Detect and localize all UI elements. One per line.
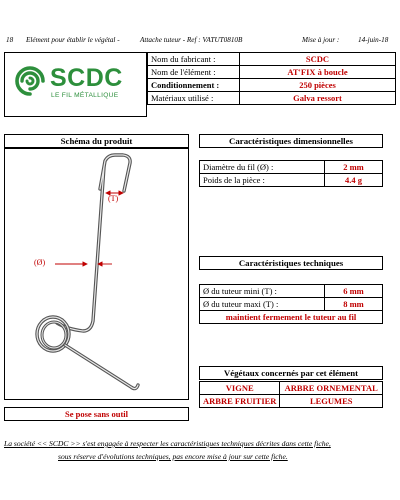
technical-label: Ø du tuteur mini (T) : bbox=[200, 285, 325, 298]
technical-title: Caractéristiques techniques bbox=[199, 256, 383, 270]
info-row bbox=[148, 53, 396, 66]
info-value: SCDC bbox=[240, 53, 396, 66]
technical-row bbox=[200, 298, 383, 311]
vegetal-item: LEGUMES bbox=[280, 395, 383, 408]
dimension-row bbox=[200, 174, 383, 187]
header-line bbox=[4, 36, 396, 47]
dimension-label: Poids de la pièce : bbox=[200, 174, 325, 187]
footer-line-1: La société << SCDC >> s'est engagée à respecter les caractéristiques techniques décrites dans cette fiche, bbox=[4, 439, 331, 448]
footer-line-2: sous réserve d'évolutions techniques, pas encore mise à jour sur cette fiche. bbox=[58, 452, 288, 461]
update-date: 14-juin-18 bbox=[358, 36, 389, 44]
info-value: Galva ressort bbox=[240, 92, 396, 105]
technical-value: 8 mm bbox=[325, 298, 383, 311]
info-value: 250 pièces bbox=[240, 79, 396, 92]
vegetaux-row bbox=[200, 395, 383, 408]
info-label: Matériaux utilisé : bbox=[148, 92, 240, 105]
info-label: Nom de l'élément : bbox=[148, 66, 240, 79]
dimension-row bbox=[200, 161, 383, 174]
logo-box bbox=[4, 52, 147, 117]
logo-tagline: LE FIL MÉTALLIQUE bbox=[51, 92, 119, 99]
pose-note: Se pose sans outil bbox=[64, 409, 129, 419]
section-name: Elément pour établir le végétal - bbox=[26, 36, 120, 44]
info-label: Conditionnement : bbox=[148, 79, 240, 92]
info-row bbox=[148, 92, 396, 105]
schema-title: Schéma du produit bbox=[4, 134, 189, 148]
vegetal-item: VIGNE bbox=[200, 382, 280, 395]
dimensions-table bbox=[199, 160, 383, 187]
label-t: (T) bbox=[108, 194, 119, 203]
dimension-label: Diamètre du fil (Ø) : bbox=[200, 161, 325, 174]
dimension-value: 4.4 g bbox=[325, 174, 383, 187]
vegetaux-table bbox=[199, 381, 383, 408]
footer bbox=[4, 437, 396, 463]
spiral-logo-icon bbox=[13, 64, 47, 98]
product-drawing bbox=[5, 149, 188, 399]
info-value: AT'FIX à boucle bbox=[240, 66, 396, 79]
vegetal-item: ARBRE ORNEMENTAL bbox=[280, 382, 383, 395]
info-table bbox=[147, 52, 396, 105]
info-row bbox=[148, 79, 396, 92]
technical-note-row bbox=[200, 311, 383, 324]
dimension-value: 2 mm bbox=[325, 161, 383, 174]
technical-row bbox=[200, 285, 383, 298]
dimensions-title: Caractéristiques dimensionnelles bbox=[199, 134, 383, 148]
info-row bbox=[148, 66, 396, 79]
vegetaux-row bbox=[200, 382, 383, 395]
vegetal-item: ARBRE FRUITIER bbox=[200, 395, 280, 408]
logo-name: SCDC bbox=[50, 64, 123, 92]
vegetaux-title: Végétaux concernés par cet élément bbox=[199, 366, 383, 380]
label-diameter: (Ø) bbox=[34, 258, 46, 267]
technical-note: maintient fermement le tuteur au fil bbox=[200, 311, 383, 324]
pose-note-box bbox=[4, 407, 189, 421]
update-label: Mise à jour : bbox=[302, 36, 340, 44]
schema-box bbox=[4, 148, 189, 400]
info-label: Nom du fabricant : bbox=[148, 53, 240, 66]
product-ref: Attache tuteur - Ref : VATUT0810B bbox=[140, 36, 243, 44]
technical-value: 6 mm bbox=[325, 285, 383, 298]
page-number: 18 bbox=[6, 36, 14, 44]
technical-table bbox=[199, 284, 383, 324]
technical-label: Ø du tuteur maxi (T) : bbox=[200, 298, 325, 311]
